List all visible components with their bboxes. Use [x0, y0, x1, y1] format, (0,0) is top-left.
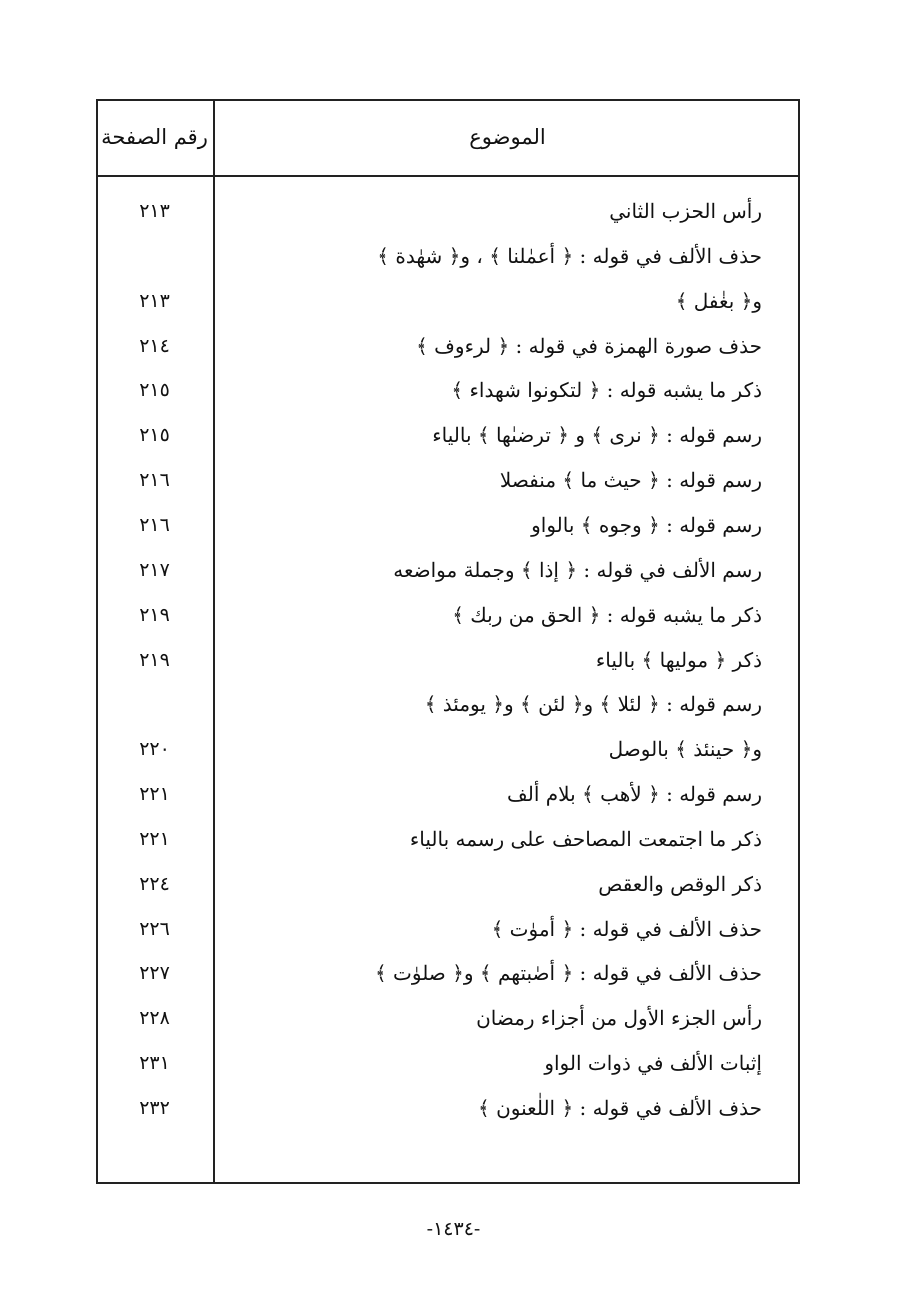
row-page-number: ٢١٣	[139, 200, 170, 222]
table-row	[96, 593, 800, 637]
row-page-number: ٢١٩	[139, 603, 170, 626]
table-row	[96, 862, 800, 906]
table-row	[96, 279, 800, 323]
row-page-number: ٢٢٧	[139, 962, 170, 985]
table-row	[96, 682, 800, 726]
table-row	[96, 727, 800, 771]
header-topic: الموضوع	[469, 125, 546, 149]
row-topic: حذف الألف في قوله : ﴿ اللٰعنون ﴾	[478, 1096, 762, 1120]
row-page-number: ٢١٥	[139, 424, 170, 447]
row-page-number: ٢٢٨	[139, 1007, 170, 1030]
table-row	[96, 368, 800, 412]
row-page-number: ٢١٤	[139, 334, 170, 357]
table-row	[96, 324, 800, 368]
row-topic: حذف الألف في قوله : ﴿ أعمٰلنا ﴾ ، و﴿ شهٰدة ﴾	[377, 243, 762, 268]
row-page-number: ٢٣١	[139, 1052, 170, 1075]
row-topic: حذف الألف في قوله : ﴿ أصٰبتهم ﴾ و﴿ صلوٰت ﴾	[374, 961, 762, 986]
table-row	[96, 772, 800, 816]
table-row	[96, 503, 800, 547]
row-topic: رسم قوله : ﴿ حيث ما ﴾ منفصلا	[499, 468, 762, 493]
table-row	[96, 458, 800, 502]
table-row	[96, 907, 800, 951]
row-page-number: ٢١٥	[139, 379, 170, 402]
row-page-number: ٢٢١	[139, 827, 170, 850]
row-page-number: ٢١٧	[139, 558, 170, 581]
row-topic: و﴿ حينئذ ﴾ بالوصل	[608, 737, 762, 762]
row-page-number: ٢١٩	[139, 648, 170, 671]
folio-page-number: -١٤٣٤-	[426, 1218, 481, 1240]
row-page-number: ٢٢١	[139, 783, 170, 806]
row-topic: رسم الألف في قوله : ﴿ إذا ﴾ وجملة مواضعه	[393, 557, 762, 582]
row-topic: رأس الجزء الأول من أجزاء رمضان	[476, 1006, 762, 1031]
row-topic: رسم قوله : ﴿ نرى ﴾ و ﴿ ترضىٰها ﴾ بالياء	[432, 423, 762, 448]
row-page-number	[96, 234, 213, 278]
row-topic: إثبات الألف في ذوات الواو	[544, 1051, 762, 1076]
table-row	[96, 548, 800, 592]
row-page-number: ٢٢٠	[139, 738, 170, 761]
row-topic: حذف الألف في قوله : ﴿ أموٰت ﴾	[491, 916, 762, 941]
row-topic: حذف صورة الهمزة في قوله : ﴿ لرءوف ﴾	[416, 333, 762, 358]
row-page-number	[96, 682, 213, 726]
row-topic: رأس الحزب الثاني	[609, 199, 762, 223]
header-page-number: رقم الصفحة	[101, 125, 208, 149]
table-row	[96, 1086, 800, 1130]
table-row	[96, 638, 800, 682]
row-topic: رسم قوله : ﴿ وجوه ﴾ بالواو	[531, 512, 762, 537]
table-row	[96, 817, 800, 861]
row-page-number: ٢٣٢	[139, 1097, 170, 1119]
table-row	[96, 1041, 800, 1085]
row-topic: رسم قوله : ﴿ لأهب ﴾ بلام ألف	[507, 782, 762, 807]
row-topic: ذكر الوقص والعقص	[598, 871, 762, 896]
row-topic: ذكر ﴿ موليها ﴾ بالياء	[595, 647, 762, 672]
table-row	[96, 413, 800, 457]
row-page-number: ٢٢٦	[139, 917, 170, 940]
row-page-number: ٢١٦	[139, 513, 170, 536]
row-topic: ذكر ما يشبه قوله : ﴿ الحق من ربك ﴾	[452, 602, 762, 627]
row-page-number: ٢١٣	[139, 289, 170, 312]
header-divider	[96, 175, 800, 177]
row-topic: و﴿ بغٰفل ﴾	[675, 288, 762, 313]
row-page-number: ٢١٦	[139, 469, 170, 492]
row-topic: ذكر ما يشبه قوله : ﴿ لتكونوا شهداء ﴾	[451, 378, 762, 403]
table-row	[96, 996, 800, 1040]
table-row	[96, 951, 800, 995]
table-row	[96, 189, 800, 233]
table-row	[96, 234, 800, 278]
row-page-number: ٢٢٤	[139, 872, 170, 895]
row-topic: رسم قوله : ﴿ لئلا ﴾ و﴿ لئن ﴾ و﴿ يومئذ ﴾	[424, 692, 762, 717]
row-topic: ذكر ما اجتمعت المصاحف على رسمه بالياء	[409, 826, 762, 851]
